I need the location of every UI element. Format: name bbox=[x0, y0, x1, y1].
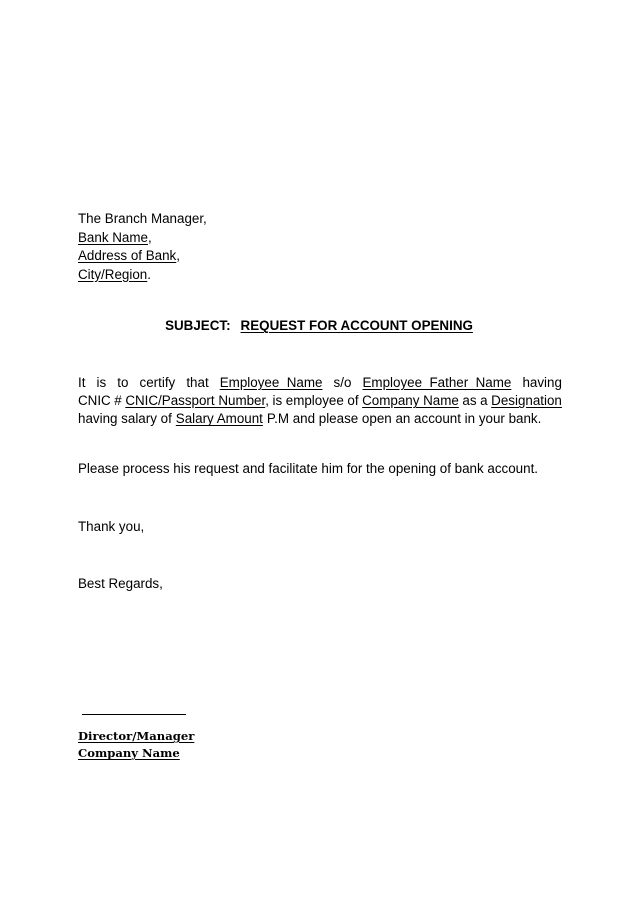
city-line bbox=[78, 266, 207, 285]
word: certify bbox=[139, 375, 176, 390]
word: of bbox=[347, 393, 359, 409]
word: employee bbox=[285, 393, 344, 409]
word: having bbox=[522, 375, 562, 390]
subject-line bbox=[0, 318, 638, 333]
request-paragraph: Please process his request and facilitate him for the opening of bank account. bbox=[78, 461, 539, 476]
signatory-company: Company Name bbox=[78, 746, 180, 760]
word: as bbox=[462, 393, 477, 409]
designation-placeholder: Designation bbox=[491, 393, 562, 409]
company-name-placeholder: Company Name bbox=[362, 393, 459, 409]
bank-name-suffix: , bbox=[147, 229, 152, 245]
paragraph-line-2 bbox=[78, 392, 562, 410]
thanks-line: Thank you, bbox=[78, 519, 145, 534]
word: to bbox=[117, 375, 129, 390]
word: s/o bbox=[333, 375, 352, 390]
word: P.M and please open an account in your bank. bbox=[266, 411, 542, 427]
bank-address-suffix: , bbox=[176, 248, 180, 263]
recipient-address bbox=[78, 210, 207, 284]
subject-label: SUBJECT: bbox=[165, 318, 231, 333]
regards-line: Best Regards, bbox=[78, 576, 163, 591]
bank-name-placeholder: Bank Name bbox=[78, 229, 148, 245]
bank-address-line bbox=[78, 247, 207, 266]
bank-address-placeholder: Address of Bank bbox=[78, 248, 177, 263]
signature-line bbox=[82, 714, 186, 715]
word: is bbox=[96, 375, 107, 390]
recipient-line: The Branch Manager, bbox=[78, 211, 207, 226]
employee-name-placeholder: Employee Name bbox=[219, 375, 323, 390]
certification-paragraph bbox=[78, 374, 562, 429]
salary-placeholder: Salary Amount bbox=[175, 411, 263, 427]
word: a bbox=[480, 393, 488, 409]
city-suffix: . bbox=[147, 266, 151, 282]
word: is bbox=[272, 393, 283, 409]
word: having salary of bbox=[78, 411, 172, 427]
father-name-placeholder: Employee Father Name bbox=[362, 375, 512, 390]
paragraph-line-1 bbox=[78, 374, 562, 392]
word: that bbox=[186, 375, 209, 390]
signatory-title: Director/Manager bbox=[78, 729, 195, 743]
cnic-group bbox=[125, 392, 269, 410]
bank-name-line bbox=[78, 229, 207, 248]
word: CNIC bbox=[78, 393, 111, 409]
word: , bbox=[265, 393, 269, 409]
subject-text: REQUEST FOR ACCOUNT OPENING bbox=[240, 318, 473, 333]
city-placeholder: City/Region bbox=[78, 266, 148, 282]
paragraph-line-3 bbox=[78, 410, 562, 428]
signature-block bbox=[78, 728, 194, 762]
cnic-placeholder: CNIC/Passport Number bbox=[125, 393, 266, 409]
word: It bbox=[78, 375, 86, 390]
word: # bbox=[114, 393, 122, 409]
